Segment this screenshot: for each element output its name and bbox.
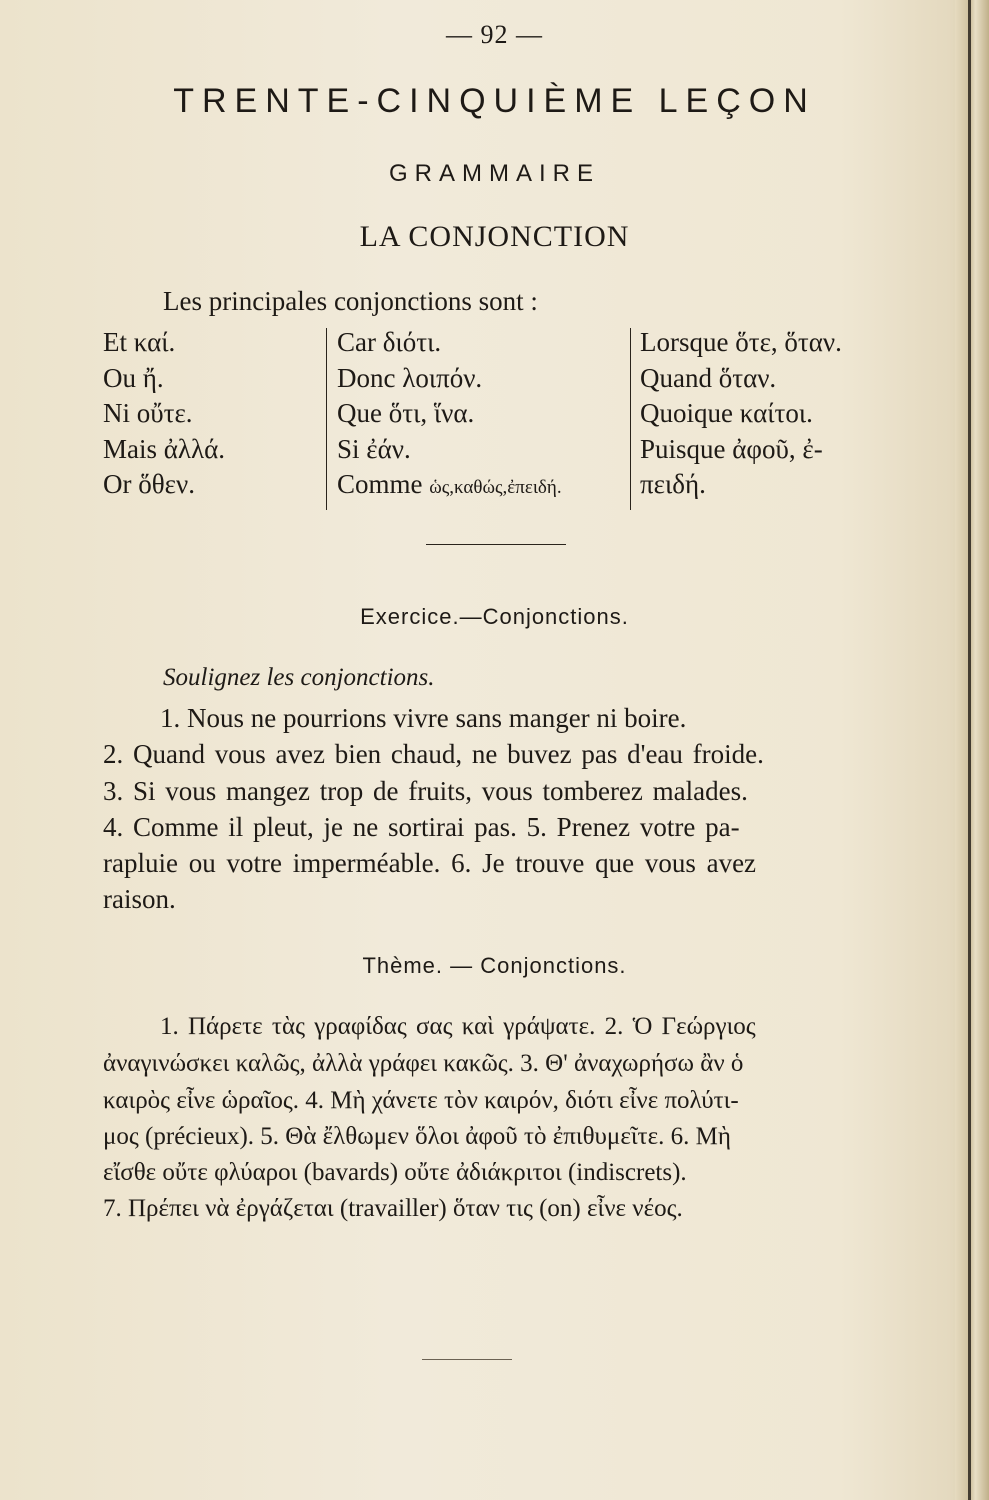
theme-line: εἴσθε οὔτε φλύαροι (bavards) οὔτε ἀδιάκριτοι (indiscrets). bbox=[103, 1159, 687, 1186]
conjunction-item: Mais ἀλλά. bbox=[103, 433, 225, 464]
column-divider bbox=[326, 328, 327, 510]
theme-line: 1. Πάρετε τὰς γραφίδας σας καὶ γράψατε. 2. Ὁ Γεώργιος bbox=[160, 1013, 756, 1040]
conjunction-column-2 bbox=[337, 325, 562, 506]
conjunction-item: Car διότι. bbox=[337, 327, 442, 357]
conjunction-item: Donc λοιπόν. bbox=[337, 362, 483, 393]
conjunction-item-label: Comme bbox=[337, 469, 423, 499]
grammar-subtitle: GRAMMAIRE bbox=[388, 160, 600, 187]
section-separator bbox=[426, 544, 566, 545]
column-divider bbox=[630, 328, 631, 510]
binding-line bbox=[968, 0, 971, 1500]
conjunction-item: πειδή. bbox=[640, 469, 706, 499]
theme-line: 7. Πρέπει νὰ ἐργάζεται (travailler) ὅταν τις (on) εἶνε νέος. bbox=[103, 1195, 683, 1222]
conjunction-item: Or ὅθεν. bbox=[103, 469, 195, 499]
conjunction-item: Et καί. bbox=[103, 327, 176, 357]
page-edge bbox=[955, 0, 989, 1500]
conjunction-column-3 bbox=[640, 325, 842, 503]
conjunction-item: Ni οὔτε. bbox=[103, 398, 193, 428]
conjunction-item: Lorsque ὅτε, ὅταν. bbox=[640, 327, 842, 357]
exercise-line: 1. Nous ne pourrions vivre sans manger ni boire. bbox=[160, 703, 687, 733]
exercise-line: 2. Quand vous avez bien chaud, ne buvez pas d'eau froide. bbox=[103, 739, 764, 769]
theme-line: ἀναγινώσκει καλῶς, ἀλλὰ γράφει κακῶς. 3. Θ' ἀναχωρήσω ἂν ὁ bbox=[103, 1050, 744, 1077]
conjunction-item bbox=[337, 467, 562, 506]
theme-heading: Thème. — Conjonctions. bbox=[362, 953, 627, 978]
conjunction-item: Ou ἤ. bbox=[103, 362, 164, 393]
page-number: — 92 — bbox=[446, 20, 543, 49]
conjunction-item: Quand ὅταν. bbox=[640, 362, 777, 393]
theme-line: καιρὸς εἶνε ὡραῖος. 4. Μὴ χάνετε τὸν καιρόν, διότι εἶνε πολύτι- bbox=[103, 1087, 739, 1114]
footer-rule bbox=[422, 1359, 512, 1360]
exercise-line: raison. bbox=[103, 884, 176, 914]
lesson-title: TRENTE-CINQUIÈME LEÇON bbox=[173, 82, 816, 120]
conjunction-item: Puisque ἀφοῦ, ἐ- bbox=[640, 433, 823, 464]
exercise-line: 4. Comme il pleut, je ne sortirai pas. 5. Prenez votre pa- bbox=[103, 812, 740, 842]
intro-text: Les principales conjonctions sont : bbox=[163, 286, 538, 316]
exercise-instruction: Soulignez les conjonctions. bbox=[163, 664, 435, 691]
conjunction-column-1 bbox=[103, 325, 225, 503]
section-title: LA CONJONCTION bbox=[359, 220, 630, 253]
theme-line: μος (précieux). 5. Θὰ ἔλθωμεν ὅλοι ἀφοῦ τὸ ἐπιθυμεῖτε. 6. Μὴ bbox=[103, 1123, 731, 1150]
conjunction-item: Quoique καίτοι. bbox=[640, 398, 813, 428]
conjunction-item: Si ἐάν. bbox=[337, 433, 411, 464]
exercise-line: rapluie ou votre imperméable. 6. Je trouve que vous avez bbox=[103, 848, 757, 878]
exercise-line: 3. Si vous mangez trop de fruits, vous tomberez malades. bbox=[103, 776, 748, 806]
conjunction-item-greek: ὡς,καθώς,ἐπειδή. bbox=[429, 477, 562, 498]
exercise-heading: Exercice.—Conjonctions. bbox=[360, 604, 629, 629]
conjunction-item: Que ὅτι, ἵνα. bbox=[337, 398, 475, 428]
